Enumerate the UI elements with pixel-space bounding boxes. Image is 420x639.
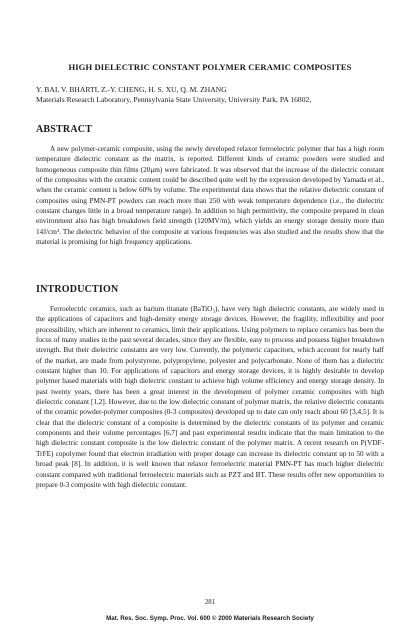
footer-citation: Mat. Res. Soc. Symp. Proc. Vol. 600 © 2000 Materials Research Society [106, 615, 314, 622]
introduction-text: Ferroelectric ceramics, such as barium titanate (BaTiO₃), have very high dielectric constants, are widely used in the applications of capacitors and high-density energy storage devices. However, the fragility, inflexibility and poor processibility, which are inherent to ceramics, limit their applications. Using polymers to replace ceramics has been the focus of many studies in the past several decades, since they are flexible, easy to process and possess higher breakdown strength. But their dielectric constants are very low. Currently, the polymeric capacitors, which account for nearly half of the market, are made from polystyrene, polypropylene, polyester and polycarbonate. None of them has a dielectric constant higher than 10. For applications of capacitors and energy storage devices, it is highly desirable to develop polymer based materials with high dielectric constant to achieve high volume efficiency and energy storage density. In past twenty years, there has been a great interest in the development of polymer ceramic composites with high dielectric constant [1,2]. However, due to the low dielectric constant of polymer matrix, the relative dielectric constants of the ceramic powder-polymer composites (0-3 composites) developed up to date can only reach about 60 [3,4,5]. It is clear that the dielectric constant of a composite is determined by the dielectric constants of its polymer and ceramic components and their volume percentages [6,7] and past experimental results indicate that the main limitation to the high dielectric constant composite is the low dielectric constant of the polymer matrix. A recent research on P(VDF-TrFE) copolymer found that electron irradiation with proper dosage can increase its dielectric constant up to 50 with a broad peak [8]. In addition, it is well known that relaxor ferroelectric material PMN-PT has much higher dielectric constant compared with traditional ferroelectric materials such as PZT and BT. These results offer new opportunities to prepare 0-3 composite with high dielectric constant. [36, 305, 384, 489]
abstract-text: A new polymer-ceramic composite, using the newly developed relaxor ferroelectric polymer that has a high room temperature dielectric constant as the matrix, is reported. Different kinds of ceramic powders were studied and homogeneous composite thin films (20μm) were fabricated. It was observed that the increase of the dielectric constant of the composites with the ceramic content could be described quite well by the expression developed by Yamada et al., when the ceramic content is below 60% by volume. The experimental data shows that the relative dielectric constant of composites using PMN-PT powders can reach more than 250 with weak temperature dependence (i.e., the dielectric constant changes little in a broad temperature range). In addition to high permittivity, the composite prepared in clean environment also has high breakdown field strength (120MV/m), which yields an energy storage density more than 14J/cm³. The dielectric behavior of the composite at various frequencies was also studied and the results show that the material is promising for high frequency applications. [36, 145, 384, 247]
paper-title: HIGH DIELECTRIC CONSTANT POLYMER CERAMIC COMPOSITES [68, 62, 352, 72]
affiliation: Materials Research Laboratory, Pennsylvania State University, University Park, PA 16802, [36, 95, 312, 104]
author-list: Y. BAI, V. BHARTI, Z.-Y. CHENG, H. S. XU, Q. M. ZHANG [36, 85, 227, 94]
page-number: 281 [204, 599, 216, 606]
abstract-heading: ABSTRACT [36, 124, 93, 135]
introduction-heading: INTRODUCTION [36, 284, 119, 295]
